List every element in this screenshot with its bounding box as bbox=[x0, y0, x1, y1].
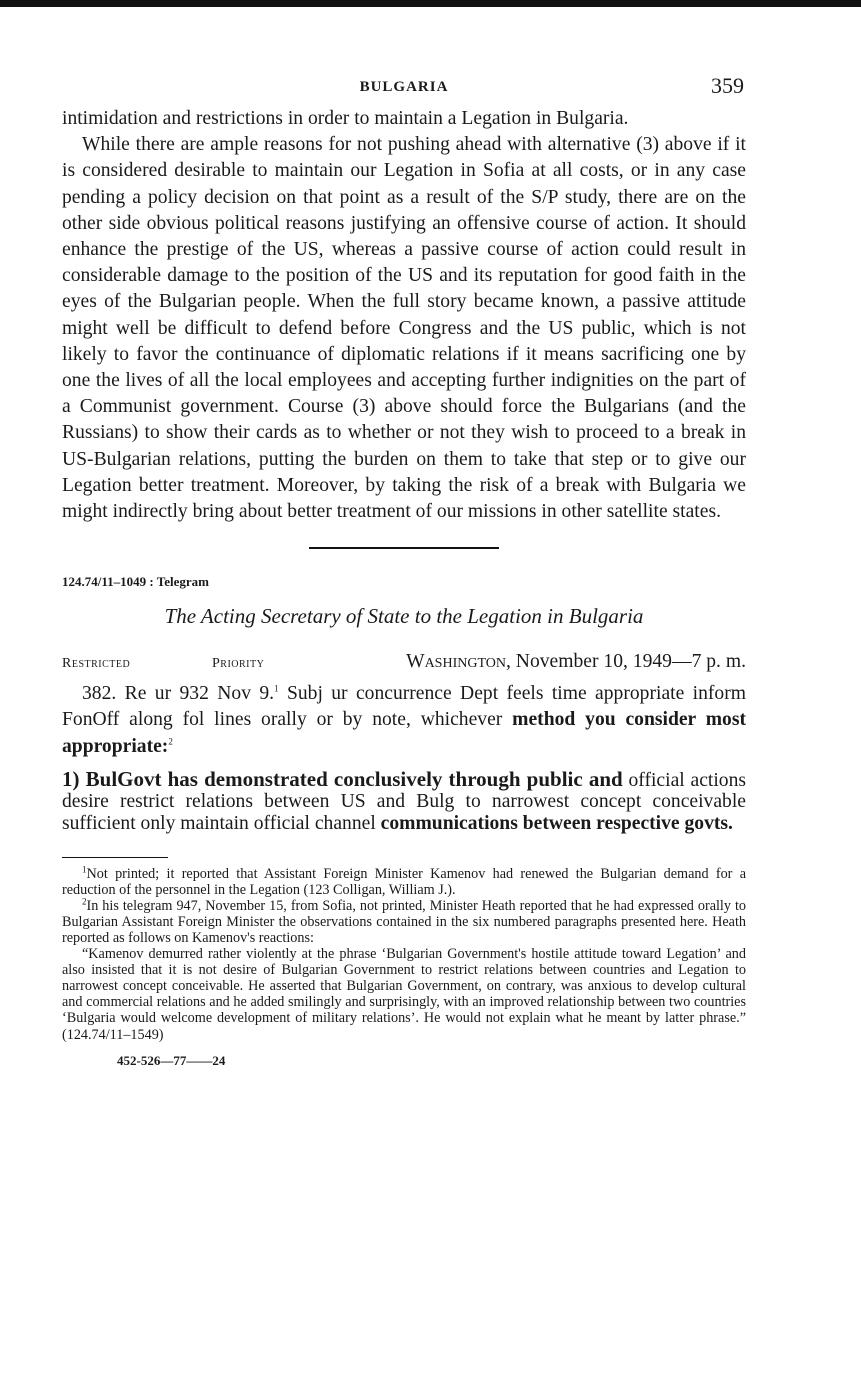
telegram-paragraph bbox=[62, 681, 746, 760]
document-title: The Acting Secretary of State to the Legation in Bulgaria bbox=[164, 604, 644, 629]
section-divider bbox=[309, 547, 499, 549]
footnote-1 bbox=[62, 863, 746, 898]
footnote-1-text: Not printed; it reported that Assistant Foreign Minister Kamenov had renewed the Bulgarian demand for a reduction of the personnel in the Legation (123 Colligan, William J.). bbox=[62, 865, 746, 898]
file-reference: 124.74/11–1049 : Telegram bbox=[62, 574, 209, 590]
footnote-ref-1[interactable]: 1 bbox=[274, 683, 279, 694]
footnote-2-mark: 2 bbox=[82, 896, 87, 907]
priority: Priority bbox=[212, 656, 265, 672]
telegram-text-bold: method you consider most appropriate: bbox=[62, 709, 746, 757]
page-number: 359 bbox=[711, 73, 744, 98]
footnote-2-text: In his telegram 947, November 15, from Sofia, not printed, Minister Heath reported that he had expressed orally to Bulgarian Assistant Foreign Minister the observations contained in the six numbered paragraphs presented here. Heath reported as follows on Kamenov's reactions: bbox=[62, 897, 746, 947]
point-1-lead: 1) BulGovt has demonstrated conclusively through public and bbox=[62, 766, 623, 791]
date: November 10, 1949—7 p. m. bbox=[515, 651, 746, 673]
place-and-date bbox=[406, 651, 746, 673]
top-border-rule bbox=[0, 0, 861, 7]
footnote-ref-2[interactable]: 2 bbox=[168, 736, 173, 747]
place: Washington, bbox=[406, 651, 511, 673]
point-1-tail: communications between respective govts. bbox=[380, 813, 733, 835]
document-page bbox=[62, 70, 746, 1069]
footnote-2-quote: “Kamenov demurred rather violently at the phrase ‘Bulgarian Government's hostile attitude toward Legation’ and also insisted that it is not desire of Bulgarian Government to restrict relations between countries and Legation to narrowest concept conceivable. He asserted that Bulgarian Government, on contrary, was anxious to develop cultural and commercial relations and he added smilingly and surprisingly, with an improved relationship between two countries ‘Bulgaria would welcome development of military relations’. He would not explain what he meant by latter phrase.” (124.74/11–1549) bbox=[62, 946, 746, 1043]
telegram-number: 382. bbox=[82, 683, 117, 705]
footnote-rule bbox=[62, 857, 168, 858]
dateline bbox=[62, 651, 746, 681]
numbered-point-1 bbox=[62, 766, 747, 835]
footnote-2 bbox=[62, 898, 746, 946]
body-paragraph: While there are ample reasons for not pushing ahead with alternative (3) above if it is considered desirable to maintain our Legation in Sofia at all costs, or in any case pending a policy decision on that point as a result of the S/P study, there are on the other side obvious political reasons justifying an offensive course of action. It should enhance the prestige of the US, whereas a passive course of action could result in considerable damage to the position of the US and its reputation for good faith in the eyes of the Bulgarian people. When the full story became known, a passive attitude might well be difficult to defend before Congress and the US public, which is not likely to favor the continuance of diplomatic relations if it means sacrificing one by one the lives of all the local employees and accepting further indignities on the part of a Communist government. Course (3) above should force the Bulgarians (and the Russians) to show their cards as to whether or not they wish to proceed to a break in US-Bulgarian relations, putting the burden on them to take that step or to give our Legation better treatment. Moreover, by taking the risk of a break with Bulgaria we might indirectly bring about better treatment of our missions in other satellite states. bbox=[62, 134, 746, 523]
telegram-text-b: Subj ur concurrence Dept feels time appropriate inform FonOff along fol lines orally or by note, whichever bbox=[62, 683, 746, 731]
telegram-text-a: Re ur 932 Nov 9. bbox=[124, 683, 275, 705]
printer-code: 452-526—77——24 bbox=[117, 1052, 226, 1068]
point-1-text: official actions desire restrict relations between US and Bulg to narrowest concept conceivable sufficient only maintain official channel bbox=[62, 769, 747, 835]
running-head-title: BULGARIA bbox=[359, 79, 449, 95]
classification: Restricted bbox=[62, 656, 131, 672]
running-head bbox=[62, 70, 746, 106]
footnote-1-mark: 1 bbox=[82, 863, 87, 874]
body-paragraph-continued: intimidation and restrictions in order to maintain a Legation in Bulgaria. bbox=[62, 108, 629, 129]
